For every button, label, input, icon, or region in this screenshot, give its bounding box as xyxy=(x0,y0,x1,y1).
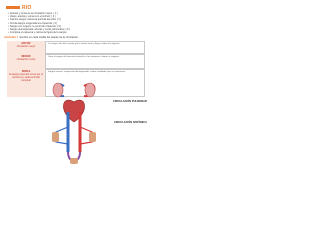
lung-left xyxy=(53,83,63,97)
answer-box-menor[interactable]: Lleva la sangre del ventrículo derecho a los pulmones, donde se oxigena. xyxy=(45,54,145,69)
label-sub: circulación menor xyxy=(16,58,36,61)
label-box-mayor xyxy=(7,41,45,54)
activity-number: Actividad 1 xyxy=(4,36,18,39)
organ-right xyxy=(89,132,96,142)
lung-right xyxy=(85,83,95,97)
label-title: MAYOR xyxy=(21,42,31,45)
pulmonary-circulation-label: CIRCULACIÓN PULMONAR xyxy=(113,100,147,103)
title-text: RIO xyxy=(22,5,32,11)
circulation-diagram xyxy=(44,72,114,167)
bullet-item: • Arterias y venas de la circulación mayor: [ 1 ] xyxy=(8,12,128,15)
bullet-item: • Sangre desoxigenada: arterias y venas pulmonares: [ 6 ] xyxy=(8,28,128,31)
label-box-doble xyxy=(7,69,45,97)
label-box-menor xyxy=(7,54,45,69)
bullet-item: • Vasos, arterias y venas con el pulmón: [ 2 ] xyxy=(8,15,128,18)
page-title xyxy=(6,5,32,11)
label-title: DOBLE xyxy=(21,70,31,73)
bullet-list xyxy=(8,12,128,34)
bullet-item: • Camino sangre: rellena la aurícula derecha: [ 3 ] xyxy=(8,18,128,21)
activity-prompt xyxy=(4,36,144,39)
label-sub: circulación mayor xyxy=(16,45,36,48)
activity-text: Escribe en cada casilla las etapas de la circulación. xyxy=(19,36,79,39)
bullet-item: • Completa el esquema y colorea la figura de la sangre. xyxy=(8,31,128,34)
label-sub: la sangre pasa dos veces por el corazón en cada recorrido completo xyxy=(9,73,43,82)
bullet-item: • Circula sangre oxigenada a la izquierda: [ 4 ] xyxy=(8,22,128,25)
label-title: MENOR xyxy=(21,55,31,58)
title-accent-bar xyxy=(6,6,20,9)
answer-box-doble[interactable]: Sangre venosa, respiración desoxigenada, cuatro cavidades que se comunican. xyxy=(45,69,145,97)
organ-bottom xyxy=(70,158,78,164)
answer-box-mayor[interactable]: La sangre sale del corazón por la arteria aorta y llega a todos los órganos. xyxy=(45,41,145,54)
systemic-circulation-label: CIRCULACIÓN SISTÉMICA xyxy=(114,121,147,124)
bullet-item: • Sangre con oxígeno: la ventrículo izquierdo: [ 5 ] xyxy=(8,25,128,28)
organ-left xyxy=(52,132,59,142)
